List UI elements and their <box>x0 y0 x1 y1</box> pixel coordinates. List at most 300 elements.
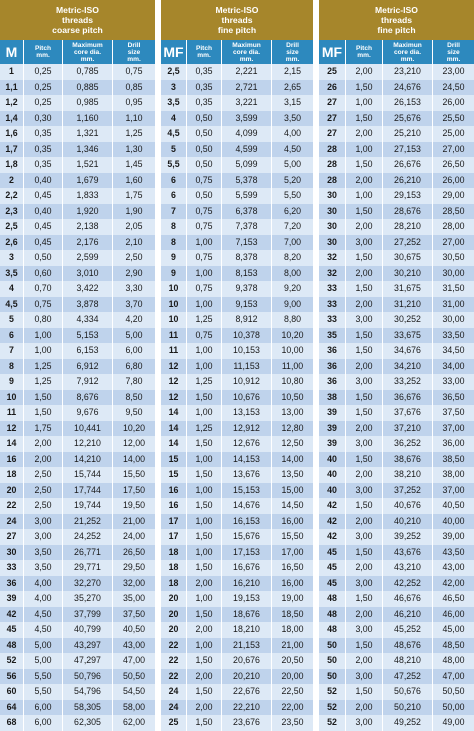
table-row <box>0 312 155 328</box>
cell-core-dia: 46,676 <box>383 591 433 607</box>
cell-core-dia: 9,676 <box>63 405 113 421</box>
cell-thread: 48 <box>0 638 24 654</box>
cell-thread: 33 <box>0 560 24 576</box>
table-row <box>161 374 313 390</box>
table-row <box>161 591 313 607</box>
cell-pitch: 4,00 <box>24 576 63 592</box>
cell-core-dia: 1,346 <box>63 142 113 158</box>
cell-pitch: 1,00 <box>346 188 383 204</box>
cell-pitch: 1,25 <box>24 374 63 390</box>
cell-pitch: 1,00 <box>187 266 222 282</box>
cell-thread: 4 <box>0 281 24 297</box>
cell-core-dia: 38,676 <box>383 452 433 468</box>
table-row <box>161 219 313 235</box>
cell-thread: 33 <box>319 297 346 313</box>
cell-pitch: 0,35 <box>187 64 222 80</box>
cell-pitch: 5,50 <box>24 669 63 685</box>
cell-pitch: 2,00 <box>346 219 383 235</box>
cell-pitch: 0,40 <box>24 173 63 189</box>
cell-core-dia: 2,221 <box>222 64 272 80</box>
cell-thread: 1,6 <box>0 126 24 142</box>
cell-core-dia: 54,796 <box>63 684 113 700</box>
cell-thread: 45 <box>319 560 346 576</box>
cell-core-dia: 37,252 <box>383 483 433 499</box>
cell-pitch: 1,50 <box>346 111 383 127</box>
cell-thread: 52 <box>319 700 346 716</box>
table-row <box>0 374 155 390</box>
cell-thread: 11 <box>161 328 187 344</box>
cell-drill-size: 9,20 <box>283 283 302 293</box>
cell-thread: 32 <box>319 250 346 266</box>
table-row <box>0 715 155 731</box>
cell-pitch: 3,00 <box>346 235 383 251</box>
cell-drill-size: 46,50 <box>442 593 465 603</box>
cell-pitch: 1,00 <box>24 328 63 344</box>
cell-thread: 42 <box>319 498 346 514</box>
cell-drill-size: 22,00 <box>281 701 304 712</box>
cell-thread: 33 <box>319 281 346 297</box>
cell-drill-size: 34,00 <box>442 360 465 371</box>
cell-thread: 1 <box>0 64 24 80</box>
cell-pitch: 1,75 <box>24 421 63 437</box>
cell-thread: 48 <box>319 622 346 638</box>
cell-core-dia: 1,160 <box>63 111 113 127</box>
cell-thread: 1,1 <box>0 80 24 96</box>
table-row <box>0 514 155 530</box>
cell-drill-size: 48,00 <box>442 655 465 665</box>
cell-core-dia: 5,099 <box>222 157 272 173</box>
cell-core-dia: 26,676 <box>383 157 433 173</box>
cell-core-dia: 18,676 <box>222 607 272 623</box>
cell-thread: 22 <box>161 638 187 654</box>
cell-drill-size: 33,50 <box>442 329 465 340</box>
cell-core-dia: 10,378 <box>222 328 272 344</box>
header-pitch <box>187 40 222 64</box>
cell-thread: 36 <box>319 343 346 359</box>
table-row <box>161 638 313 654</box>
header-pitch <box>346 40 383 64</box>
cell-drill-size: 27,00 <box>442 143 465 154</box>
cell-core-dia: 6,378 <box>222 204 272 220</box>
cell-pitch: 1,00 <box>187 591 222 607</box>
table-row <box>0 328 155 344</box>
header-line: Pitch <box>34 45 52 52</box>
cell-drill-size: 23,50 <box>281 717 304 727</box>
cell-drill-size: 7,80 <box>125 376 143 386</box>
table-row <box>319 343 474 359</box>
cell-drill-size: 62,00 <box>122 717 145 727</box>
cell-core-dia: 30,675 <box>383 250 433 266</box>
cell-thread: 28 <box>319 142 346 158</box>
cell-core-dia: 47,297 <box>63 653 113 669</box>
cell-pitch: 1,00 <box>346 142 383 158</box>
table-row <box>319 374 474 390</box>
cell-thread: 50 <box>319 638 346 654</box>
cell-core-dia: 10,912 <box>222 374 272 390</box>
cell-drill-size: 46,00 <box>442 608 465 619</box>
cell-drill-size: 15,00 <box>281 484 304 495</box>
cell-thread: 14 <box>161 436 187 452</box>
cell-drill-size: 40,00 <box>442 515 465 526</box>
table-row <box>0 359 155 375</box>
thread-table-1 <box>0 0 155 727</box>
cell-core-dia: 36,676 <box>383 390 433 406</box>
cell-thread: 20 <box>0 483 24 499</box>
cell-drill-size: 43,00 <box>442 562 465 572</box>
cell-drill-size: 17,00 <box>281 546 304 557</box>
header-line: Maximun <box>393 41 422 49</box>
header-line: Pitch <box>355 45 373 52</box>
cell-drill-size: 15,50 <box>281 531 304 541</box>
cell-thread: 39 <box>319 421 346 437</box>
table-row <box>0 297 155 313</box>
cell-pitch: 3,00 <box>346 436 383 452</box>
cell-thread: 45 <box>319 545 346 561</box>
cell-thread: 3,5 <box>161 95 187 111</box>
cell-drill-size: 26,00 <box>442 97 465 107</box>
cell-drill-size: 16,00 <box>281 515 304 526</box>
cell-pitch: 0,75 <box>187 250 222 266</box>
cell-pitch: 1,25 <box>187 374 222 390</box>
cell-core-dia: 14,153 <box>222 452 272 468</box>
cell-drill-size: 8,20 <box>283 252 302 262</box>
cell-thread: 12 <box>161 374 187 390</box>
table-title-line: coarse pitch <box>52 25 103 35</box>
cell-thread: 9 <box>161 266 187 282</box>
cell-core-dia: 34,676 <box>383 343 433 359</box>
thread-table-2 <box>161 0 313 727</box>
cell-thread: 14 <box>161 421 187 437</box>
cell-drill-size: 16,00 <box>281 577 304 588</box>
cell-core-dia: 25,676 <box>383 111 433 127</box>
header-line: core dia. <box>73 48 102 56</box>
cell-thread: 40 <box>319 452 346 468</box>
table-row <box>319 483 474 499</box>
cell-thread: 26 <box>319 80 346 96</box>
cell-drill-size: 36,00 <box>442 438 465 448</box>
cell-drill-size: 6,00 <box>125 345 143 355</box>
cell-pitch: 1,50 <box>187 560 222 576</box>
cell-thread: 1,4 <box>0 111 24 127</box>
table-row <box>0 405 155 421</box>
cell-pitch: 0,25 <box>24 80 63 96</box>
cell-core-dia: 7,153 <box>222 235 272 251</box>
cell-thread: 10 <box>161 312 187 328</box>
cell-core-dia: 3,878 <box>63 297 113 313</box>
table-row <box>319 95 474 111</box>
table-row <box>0 669 155 685</box>
cell-core-dia: 24,252 <box>63 529 113 545</box>
cell-thread: 45 <box>319 576 346 592</box>
table-title-line: threads <box>221 15 253 25</box>
table-row <box>319 529 474 545</box>
cell-thread: 15 <box>161 467 187 483</box>
cell-core-dia: 7,912 <box>63 374 113 390</box>
table-row <box>319 653 474 669</box>
table-row <box>0 390 155 406</box>
table-row <box>0 452 155 468</box>
cell-pitch: 1,50 <box>187 390 222 406</box>
cell-drill-size: 34,50 <box>442 345 465 355</box>
table-row <box>319 126 474 142</box>
cell-thread: 24 <box>0 514 24 530</box>
table-row <box>0 126 155 142</box>
cell-drill-size: 1,90 <box>125 205 143 216</box>
table-row <box>0 607 155 623</box>
cell-pitch: 2,00 <box>346 173 383 189</box>
cell-pitch: 1,25 <box>24 359 63 375</box>
table-row <box>0 157 155 173</box>
cell-pitch: 6,00 <box>24 715 63 731</box>
table-row <box>161 607 313 623</box>
cell-thread: 2,6 <box>0 235 24 251</box>
cell-pitch: 1,50 <box>346 545 383 561</box>
cell-drill-size: 30,00 <box>442 267 465 278</box>
cell-core-dia: 19,744 <box>63 498 113 514</box>
cell-thread: 4 <box>161 111 187 127</box>
table-row <box>161 498 313 514</box>
cell-thread: 12 <box>0 421 24 437</box>
table-row <box>0 638 155 654</box>
cell-pitch: 2,00 <box>346 560 383 576</box>
table-row <box>161 250 313 266</box>
table-row <box>161 483 313 499</box>
cell-drill-size: 13,00 <box>281 407 304 417</box>
table-row <box>319 638 474 654</box>
cell-drill-size: 29,00 <box>442 190 465 200</box>
cell-pitch: 1,00 <box>187 297 222 313</box>
cell-pitch: 3,00 <box>346 715 383 731</box>
table-row <box>161 126 313 142</box>
cell-thread: 30 <box>0 545 24 561</box>
cell-thread: 39 <box>0 591 24 607</box>
cell-thread: 18 <box>0 467 24 483</box>
cell-core-dia: 8,912 <box>222 312 272 328</box>
cell-pitch: 3,00 <box>346 576 383 592</box>
cell-drill-size: 21,00 <box>281 639 304 650</box>
cell-drill-size: 42,00 <box>442 577 465 588</box>
cell-core-dia: 13,676 <box>222 467 272 483</box>
cell-pitch: 1,00 <box>187 545 222 561</box>
cell-thread: 14 <box>0 436 24 452</box>
cell-drill-size: 54,50 <box>122 686 145 696</box>
table-row <box>319 281 474 297</box>
cell-thread: 2,2 <box>0 188 24 204</box>
header-line: core dia. <box>393 48 422 56</box>
table-row <box>161 64 313 80</box>
cell-drill-size: 35,00 <box>122 593 145 603</box>
cell-thread: 11 <box>161 343 187 359</box>
cell-drill-size: 5,20 <box>283 174 302 185</box>
cell-thread: 33 <box>319 312 346 328</box>
cell-thread: 27 <box>319 126 346 142</box>
cell-drill-size: 50,50 <box>122 670 145 681</box>
cell-pitch: 1,50 <box>346 281 383 297</box>
cell-thread: 40 <box>319 483 346 499</box>
cell-core-dia: 16,676 <box>222 560 272 576</box>
cell-thread: 16 <box>161 498 187 514</box>
cell-core-dia: 33,252 <box>383 374 433 390</box>
cell-drill-size: 4,50 <box>283 143 302 154</box>
table-row <box>0 64 155 80</box>
cell-pitch: 1,00 <box>187 343 222 359</box>
cell-thread: 32 <box>319 266 346 282</box>
cell-thread: 2,5 <box>161 64 187 80</box>
cell-pitch: 1,50 <box>187 529 222 545</box>
cell-drill-size: 2,05 <box>125 221 143 231</box>
table-row <box>319 250 474 266</box>
cell-drill-size: 32,00 <box>122 577 145 588</box>
cell-core-dia: 8,676 <box>63 390 113 406</box>
cell-drill-size: 8,50 <box>125 391 143 402</box>
cell-pitch: 0,35 <box>24 157 63 173</box>
cell-core-dia: 43,297 <box>63 638 113 654</box>
cell-pitch: 1,50 <box>187 715 222 731</box>
header-line: Maximun <box>232 41 261 49</box>
cell-core-dia: 3,010 <box>63 266 113 282</box>
cell-core-dia: 10,153 <box>222 343 272 359</box>
cell-thread: 9 <box>161 250 187 266</box>
header-line: Pitch <box>195 45 213 52</box>
cell-drill-size: 8,00 <box>283 267 302 278</box>
cell-pitch: 1,00 <box>187 359 222 375</box>
cell-pitch: 0,40 <box>24 204 63 220</box>
cell-drill-size: 9,50 <box>125 407 143 417</box>
cell-drill-size: 25,50 <box>442 112 465 123</box>
cell-core-dia: 15,153 <box>222 483 272 499</box>
table-row <box>319 591 474 607</box>
cell-drill-size: 48,50 <box>442 639 465 650</box>
cell-pitch: 0,80 <box>24 312 63 328</box>
cell-pitch: 1,50 <box>346 452 383 468</box>
header-line: size <box>286 48 299 56</box>
cell-core-dia: 1,920 <box>63 204 113 220</box>
cell-pitch: 2,00 <box>346 359 383 375</box>
cell-thread: 27 <box>0 529 24 545</box>
cell-core-dia: 2,721 <box>222 80 272 96</box>
cell-core-dia: 6,153 <box>63 343 113 359</box>
table-row <box>0 684 155 700</box>
table-row <box>161 390 313 406</box>
cell-drill-size: 12,80 <box>281 422 304 433</box>
cell-thread: 38 <box>319 390 346 406</box>
cell-thread: 1,7 <box>0 142 24 158</box>
cell-thread: 50 <box>319 669 346 685</box>
cell-drill-size: 3,50 <box>283 112 302 123</box>
table-row <box>319 436 474 452</box>
header-line: core dia. <box>232 48 261 56</box>
table-row <box>319 545 474 561</box>
table-row <box>319 64 474 80</box>
table-row <box>0 467 155 483</box>
table-row <box>0 436 155 452</box>
cell-drill-size: 7,20 <box>283 221 302 231</box>
cell-core-dia: 12,210 <box>63 436 113 452</box>
table-row <box>161 173 313 189</box>
cell-pitch: 2,00 <box>346 126 383 142</box>
cell-thread: 39 <box>319 405 346 421</box>
cell-thread: 28 <box>319 173 346 189</box>
cell-core-dia: 2,138 <box>63 219 113 235</box>
table-row <box>319 219 474 235</box>
cell-core-dia: 31,210 <box>383 297 433 313</box>
cell-pitch: 1,50 <box>346 343 383 359</box>
cell-thread: 2,5 <box>0 219 24 235</box>
table-title <box>319 0 474 40</box>
cell-core-dia: 18,210 <box>222 622 272 638</box>
cell-drill-size: 8,80 <box>283 314 302 324</box>
table-row <box>161 684 313 700</box>
table-row <box>0 622 155 638</box>
table-header <box>0 40 155 64</box>
cell-thread: 24 <box>161 684 187 700</box>
cell-drill-size: 1,25 <box>125 128 143 138</box>
cell-thread: 3 <box>0 250 24 266</box>
cell-core-dia: 4,334 <box>63 312 113 328</box>
cell-core-dia: 33,675 <box>383 328 433 344</box>
header-line: Drill <box>127 41 141 49</box>
table-row <box>319 157 474 173</box>
cell-thread: 6 <box>161 188 187 204</box>
table-row <box>0 700 155 716</box>
cell-core-dia: 0,985 <box>63 95 113 111</box>
table-title-line: fine pitch <box>217 25 257 35</box>
thread-table-3 <box>319 0 474 727</box>
cell-pitch: 2,00 <box>187 669 222 685</box>
cell-drill-size: 37,00 <box>442 484 465 495</box>
table-row <box>161 312 313 328</box>
cell-core-dia: 32,270 <box>63 576 113 592</box>
cell-drill-size: 21,00 <box>122 515 145 526</box>
cell-pitch: 0,25 <box>24 64 63 80</box>
table-row <box>161 188 313 204</box>
cell-core-dia: 8,378 <box>222 250 272 266</box>
table-header <box>161 40 313 64</box>
table-row <box>319 188 474 204</box>
table-row <box>161 514 313 530</box>
cell-pitch: 3,00 <box>346 622 383 638</box>
cell-drill-size: 5,00 <box>125 329 143 340</box>
cell-pitch: 2,50 <box>24 467 63 483</box>
cell-thread: 42 <box>319 529 346 545</box>
table-row <box>161 328 313 344</box>
cell-core-dia: 2,176 <box>63 235 113 251</box>
cell-drill-size: 40,50 <box>442 500 465 510</box>
header-line: MF <box>321 44 343 60</box>
cell-core-dia: 5,378 <box>222 173 272 189</box>
cell-core-dia: 39,252 <box>383 529 433 545</box>
cell-drill-size: 18,50 <box>281 608 304 619</box>
table-title-line: threads <box>380 15 413 25</box>
cell-drill-size: 2,15 <box>283 66 302 76</box>
cell-drill-size: 38,50 <box>442 453 465 464</box>
table-row <box>161 111 313 127</box>
cell-thread: 39 <box>319 436 346 452</box>
cell-core-dia: 34,210 <box>383 359 433 375</box>
cell-core-dia: 20,676 <box>222 653 272 669</box>
cell-core-dia: 35,270 <box>63 591 113 607</box>
table-header <box>319 40 474 64</box>
cell-pitch: 1,50 <box>346 390 383 406</box>
cell-thread: 36 <box>0 576 24 592</box>
header-line: mm. <box>197 52 211 59</box>
header-thread <box>319 40 346 64</box>
cell-pitch: 2,50 <box>24 483 63 499</box>
cell-pitch: 1,50 <box>187 467 222 483</box>
cell-drill-size: 24,50 <box>442 81 465 92</box>
cell-thread: 45 <box>0 622 24 638</box>
cell-pitch: 5,00 <box>24 638 63 654</box>
